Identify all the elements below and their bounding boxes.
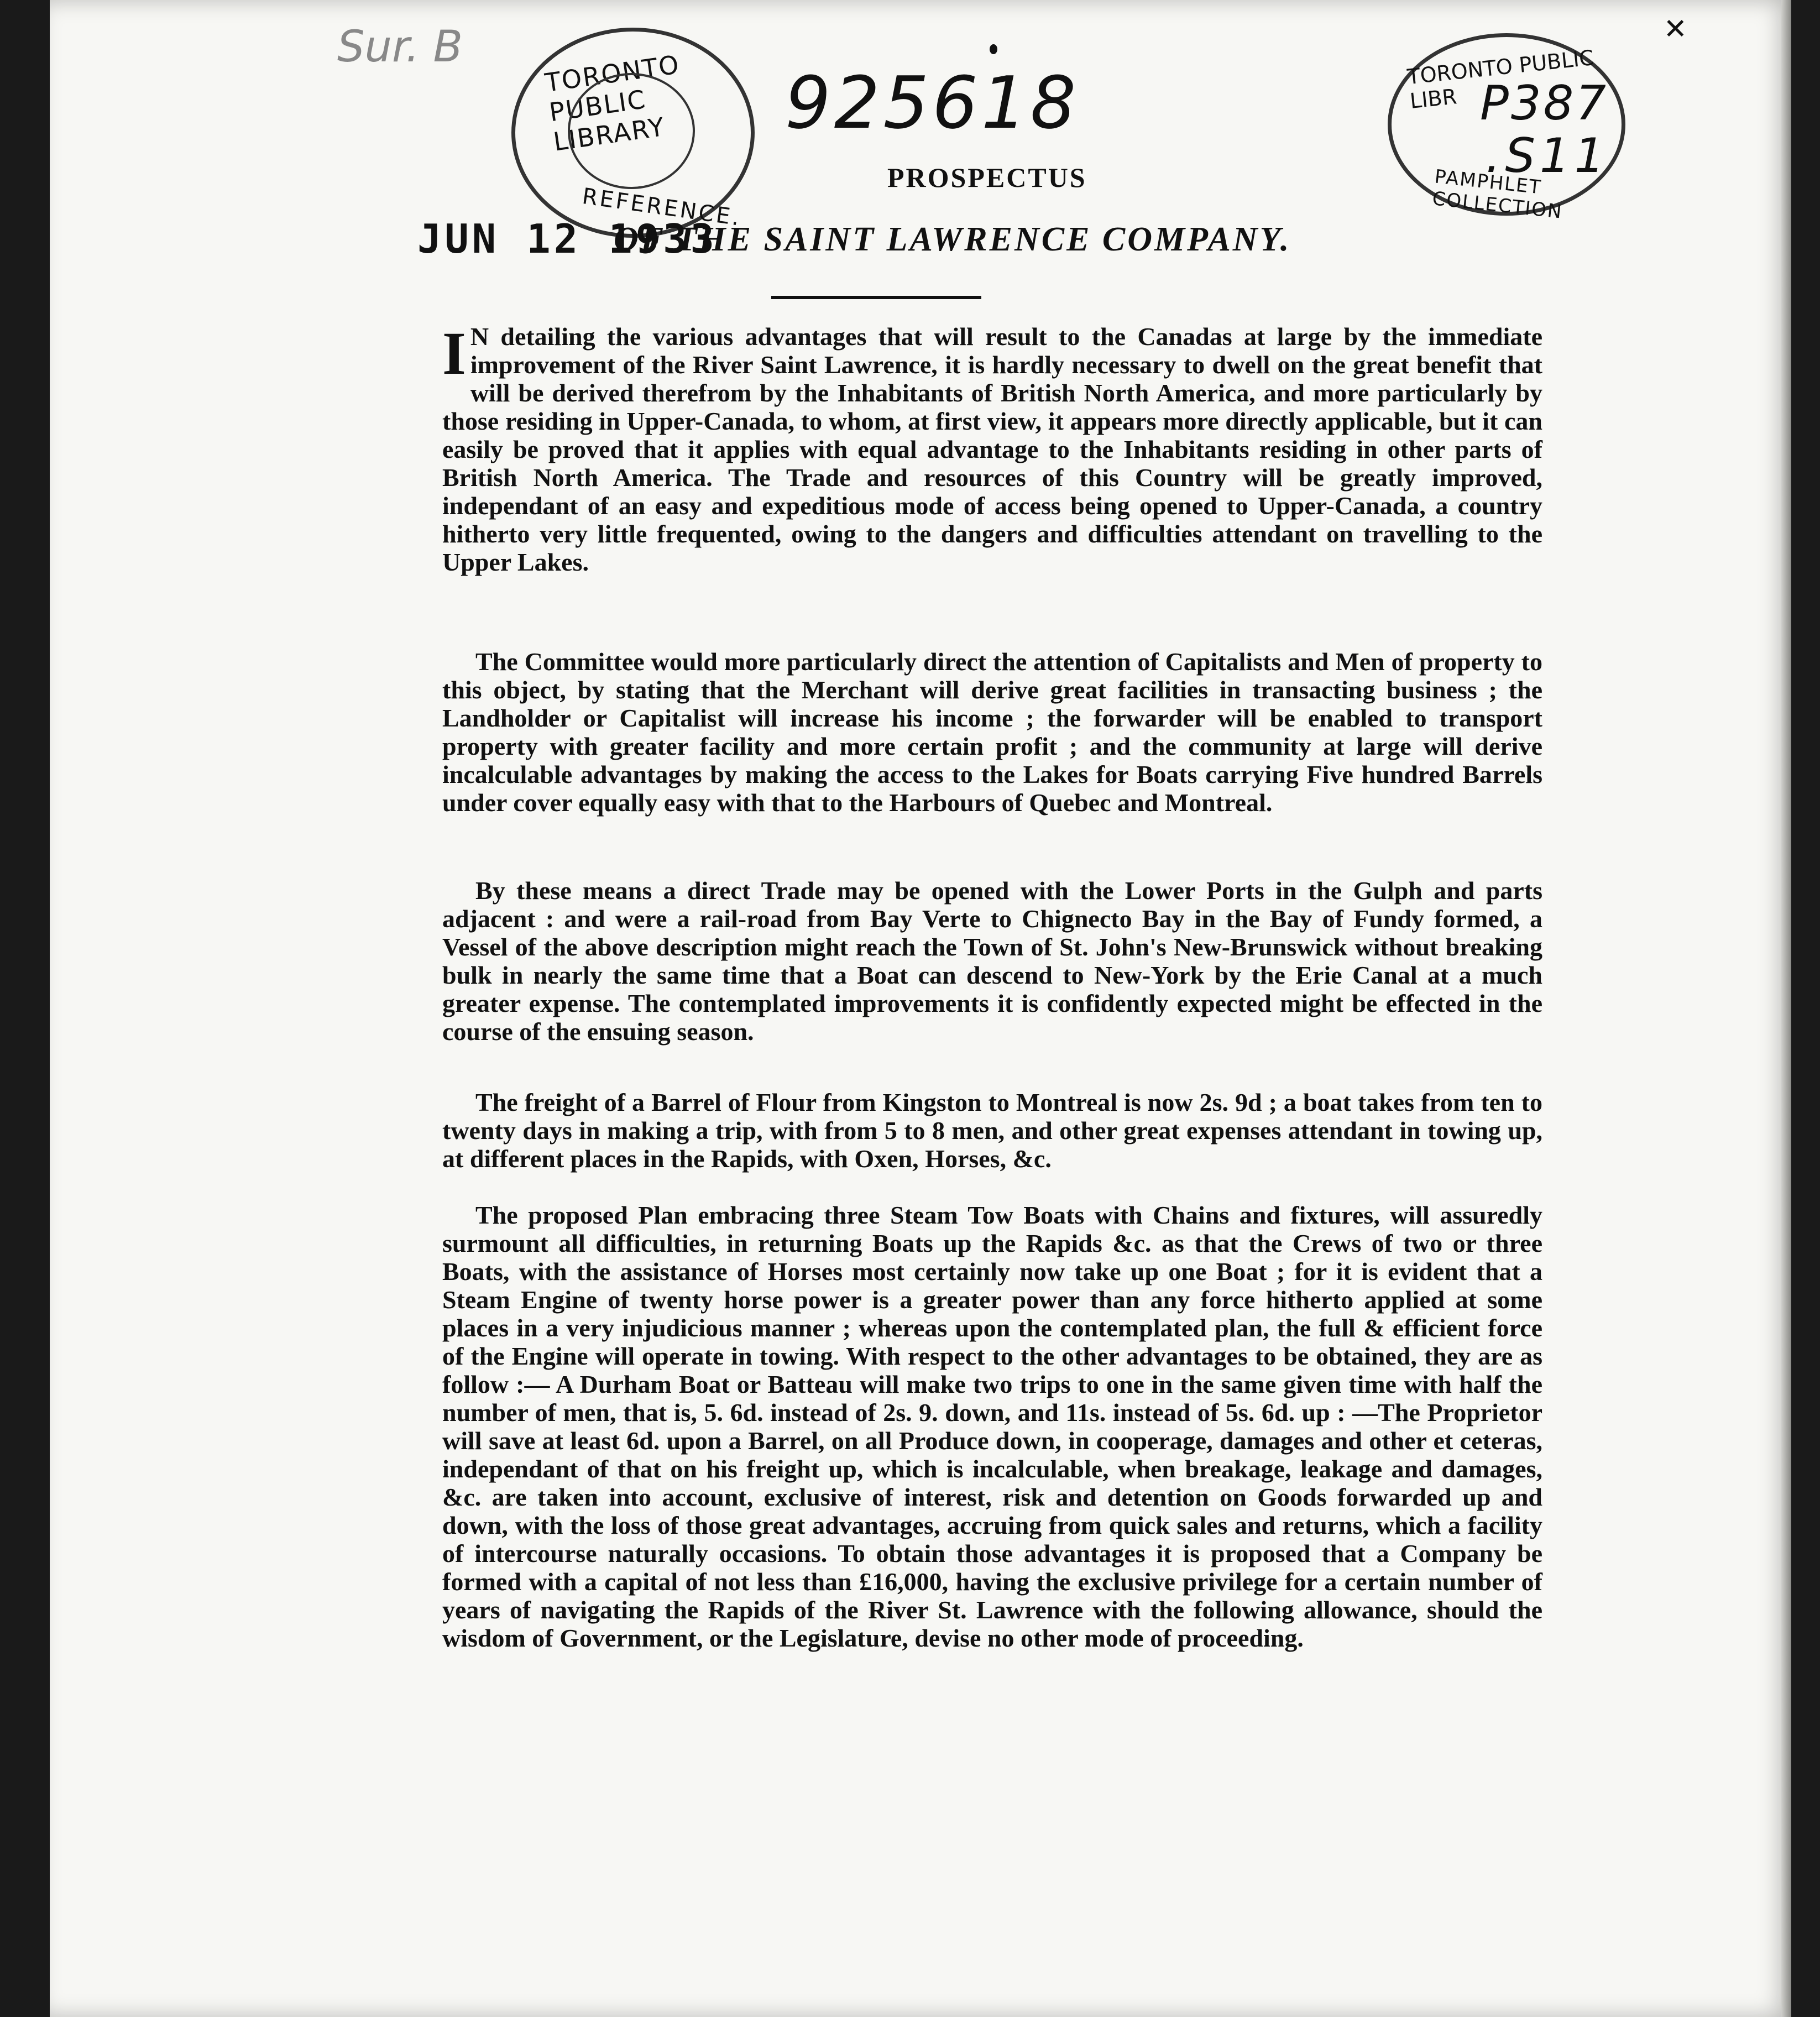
document-page xyxy=(50,0,1791,2017)
corner-x-mark: × xyxy=(1664,6,1687,50)
reference-stamp-bottom-text: REFERENCE. xyxy=(580,184,744,231)
call-number-line-2: .S11 xyxy=(1486,128,1609,184)
call-number-line-1: P387 xyxy=(1480,76,1609,131)
document-title: PROSPECTUS xyxy=(887,162,1087,193)
reference-library-stamp xyxy=(511,28,755,238)
paragraph-3: By these means a direct Trade may be opened with the Lower Ports in the Gulph and parts adjacent : and were a rail-road from Bay Verte to Chignecto Bay in the Bay of Fundy formed, a Vessel of the above description might reach the Town of St. John's New-Brunswick without breaking bulk in nearly the same time that a Boat can descend to New-York by the Erie Canal at a much greater expense. The contemplated improvements it is confidently expected might be effected in the course of the ensuing season. xyxy=(442,876,1542,1046)
paragraph-2: The Committee would more particularly direct the attention of Capitalists and Men of property to this object, by stating that the Merchant will derive great facilities in transacting business ; the Landholder or Capitalist will increase his income ; the forwarder will be enabled to transport property with greater facility and more certain profit ; and the community at large will derive incalculable advantages by making the access to the Lakes for Boats carrying Five hundred Barrels under cover equally easy with that to the Harbours of Quebec and Montreal. xyxy=(442,647,1542,817)
pamphlet-collection-stamp xyxy=(1388,33,1625,223)
pamphlet-stamp-top-text: TORONTO PUBLIC LIBR xyxy=(1406,45,1595,113)
ink-dot xyxy=(990,44,997,54)
page-edge-shadow xyxy=(1781,0,1791,2017)
stamp-inner-ring xyxy=(568,73,695,189)
title-rule xyxy=(771,296,981,299)
document-subtitle: OF THE SAINT LAWRENCE COMPANY. xyxy=(614,221,1291,258)
handwritten-accession-number: 925618 xyxy=(785,61,1080,145)
pamphlet-stamp-bottom-text: PAMPHLET COLLECTION xyxy=(1431,165,1564,223)
drop-cap: I xyxy=(442,320,466,387)
date-stamp: JUN 12 1933 xyxy=(417,216,718,262)
paragraph-5: The proposed Plan embracing three Steam Tow Boats with Chains and fixtures, will assuredly surmount all difficulties, in returning Boats up the Rapids &c. as that the Crews of two or three Boats, with the assistance of Horses most certainly now take up one Boat ; for it is evident that a Steam Engine of twenty horse power is a greater power than any force hitherto applied at some places in a very injudicious manner ; whereas upon the contemplated plan, the full & efficient force of the Engine will operate in towing. With respect to the other advantages to be obtained, they are as follow :— A Durham Boat or Batteau will make two trips to one in the same given time with half the number of men, that is, 5. 6d. instead of 2s. 9. down, and 11s. instead of 5s. 6d. up : —The Proprietor will save at least 6d. upon a Barrel, on all Produce down, in cooperage, damages and other et ceteras, independant of that on his freight up, which is incalculable, when breakage, leakage and damages, &c. are taken into account, exclusive of interest, risk and detention on Goods forwarded up and down, with the loss of those great advantages, accruing from quick sales and returns, which a facility of intercourse naturally occasions. To obtain those advantages it is proposed that a Company be formed with a capital of not less than £16,000, having the exclusive privilege for a certain number of years of navigating the Rapids of the River St. Lawrence with the following allowance, should the wisdom of Government, or the Legislature, devise no other mode of proceeding. xyxy=(442,1201,1542,1652)
pencil-note: Sur. B xyxy=(337,22,463,72)
paragraph-4: The freight of a Barrel of Flour from Kingston to Montreal is now 2s. 9d ; a boat takes from ten to twenty days in making a trip, with from 5 to 8 men, and other great expenses attendant in towing up, at different places in the Rapids, with Oxen, Horses, &c. xyxy=(442,1088,1542,1173)
paragraph-1 xyxy=(442,322,1542,576)
reference-stamp-top-text: TORONTO PUBLIC LIBRARY xyxy=(543,49,682,157)
paragraph-1-text: N detailing the various advantages that will result to the Canadas at large by the immediate improvement of the River Saint Lawrence, it is hardly necessary to dwell on the great benefit that will be derived therefrom by the Inhabitants of British North America, and more particularly by those residing in Upper-Canada, to whom, at first view, it appears more directly applicable, but it can easily be proved that it applies with equal advantage to the Inhabitants residing in other parts of British North America. The Trade and resources of this Country will be greatly improved, independant of an easy and expeditious mode of access being opened to Upper-Canada, a country hitherto very little frequented, owing to the dangers and difficulties attendant on travelling to the Upper Lakes. xyxy=(442,322,1542,576)
